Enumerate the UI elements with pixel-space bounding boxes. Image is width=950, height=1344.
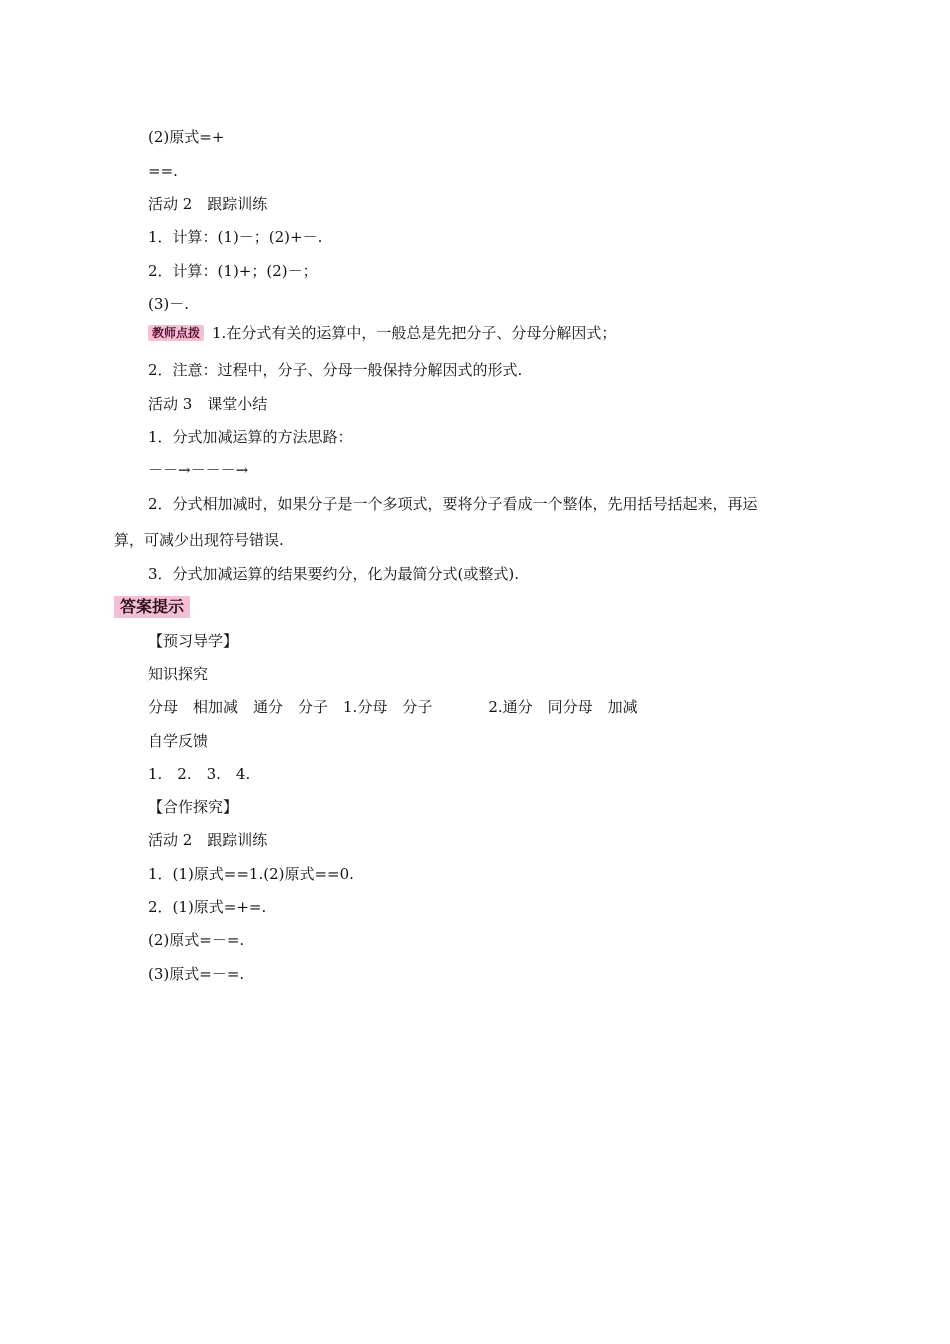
text-line: (3)原式=－=. [148, 965, 245, 983]
text-line: ==. [148, 162, 178, 180]
section-heading: 活动 3 课堂小结 [148, 395, 268, 413]
answer-hint-heading [114, 596, 190, 618]
section-heading: 【合作探究】 [148, 798, 239, 816]
text-line: 1．分式加减运算的方法思路： [148, 428, 353, 446]
answer-hint-badge: 答案提示 [114, 596, 190, 618]
text-line: 2．计算：(1)+；(2)－； [148, 262, 318, 280]
teacher-tip-line [148, 323, 616, 343]
text-line: 2．注意：过程中，分子、分母一般保持分解因式的形式. [148, 361, 523, 379]
section-heading: 活动 2 跟踪训练 [148, 195, 268, 213]
text-line: (2)原式=+ [148, 128, 225, 146]
text-line: 1. 2. 3. 4. [148, 765, 251, 783]
teacher-tip-text: 1.在分式有关的运算中，一般总是先把分子、分母分解因式； [212, 324, 617, 342]
flow-arrows: －－→－－－→ [148, 461, 249, 479]
answer-part: 2.通分 同分母 加减 [488, 698, 638, 716]
text-line: 2．(1)原式=+=. [148, 898, 267, 916]
text-line: 1．(1)原式==1.(2)原式==0. [148, 865, 354, 883]
teacher-tip-badge: 教师点拨 [148, 325, 204, 341]
text-line: (2)原式=－=. [148, 931, 245, 949]
text-line: 3．分式加减运算的结果要约分，化为最简分式(或整式). [148, 565, 520, 583]
answer-line [148, 697, 638, 717]
text-line: 自学反馈 [148, 732, 209, 750]
text-line: (3)－. [148, 295, 190, 313]
section-heading: 【预习导学】 [148, 632, 239, 650]
text-line: 1．计算：(1)－；(2)+－. [148, 228, 323, 246]
answer-part: 分母 相加减 通分 分子 1.分母 分子 [148, 698, 433, 716]
text-line: 2．分式相加减时，如果分子是一个多项式，要将分子看成一个整体，先用括号括起来，再运 [148, 495, 758, 513]
text-line: 知识探究 [148, 665, 209, 683]
section-heading: 活动 2 跟踪训练 [148, 831, 268, 849]
text-line: 算，可减少出现符号错误. [114, 531, 284, 549]
